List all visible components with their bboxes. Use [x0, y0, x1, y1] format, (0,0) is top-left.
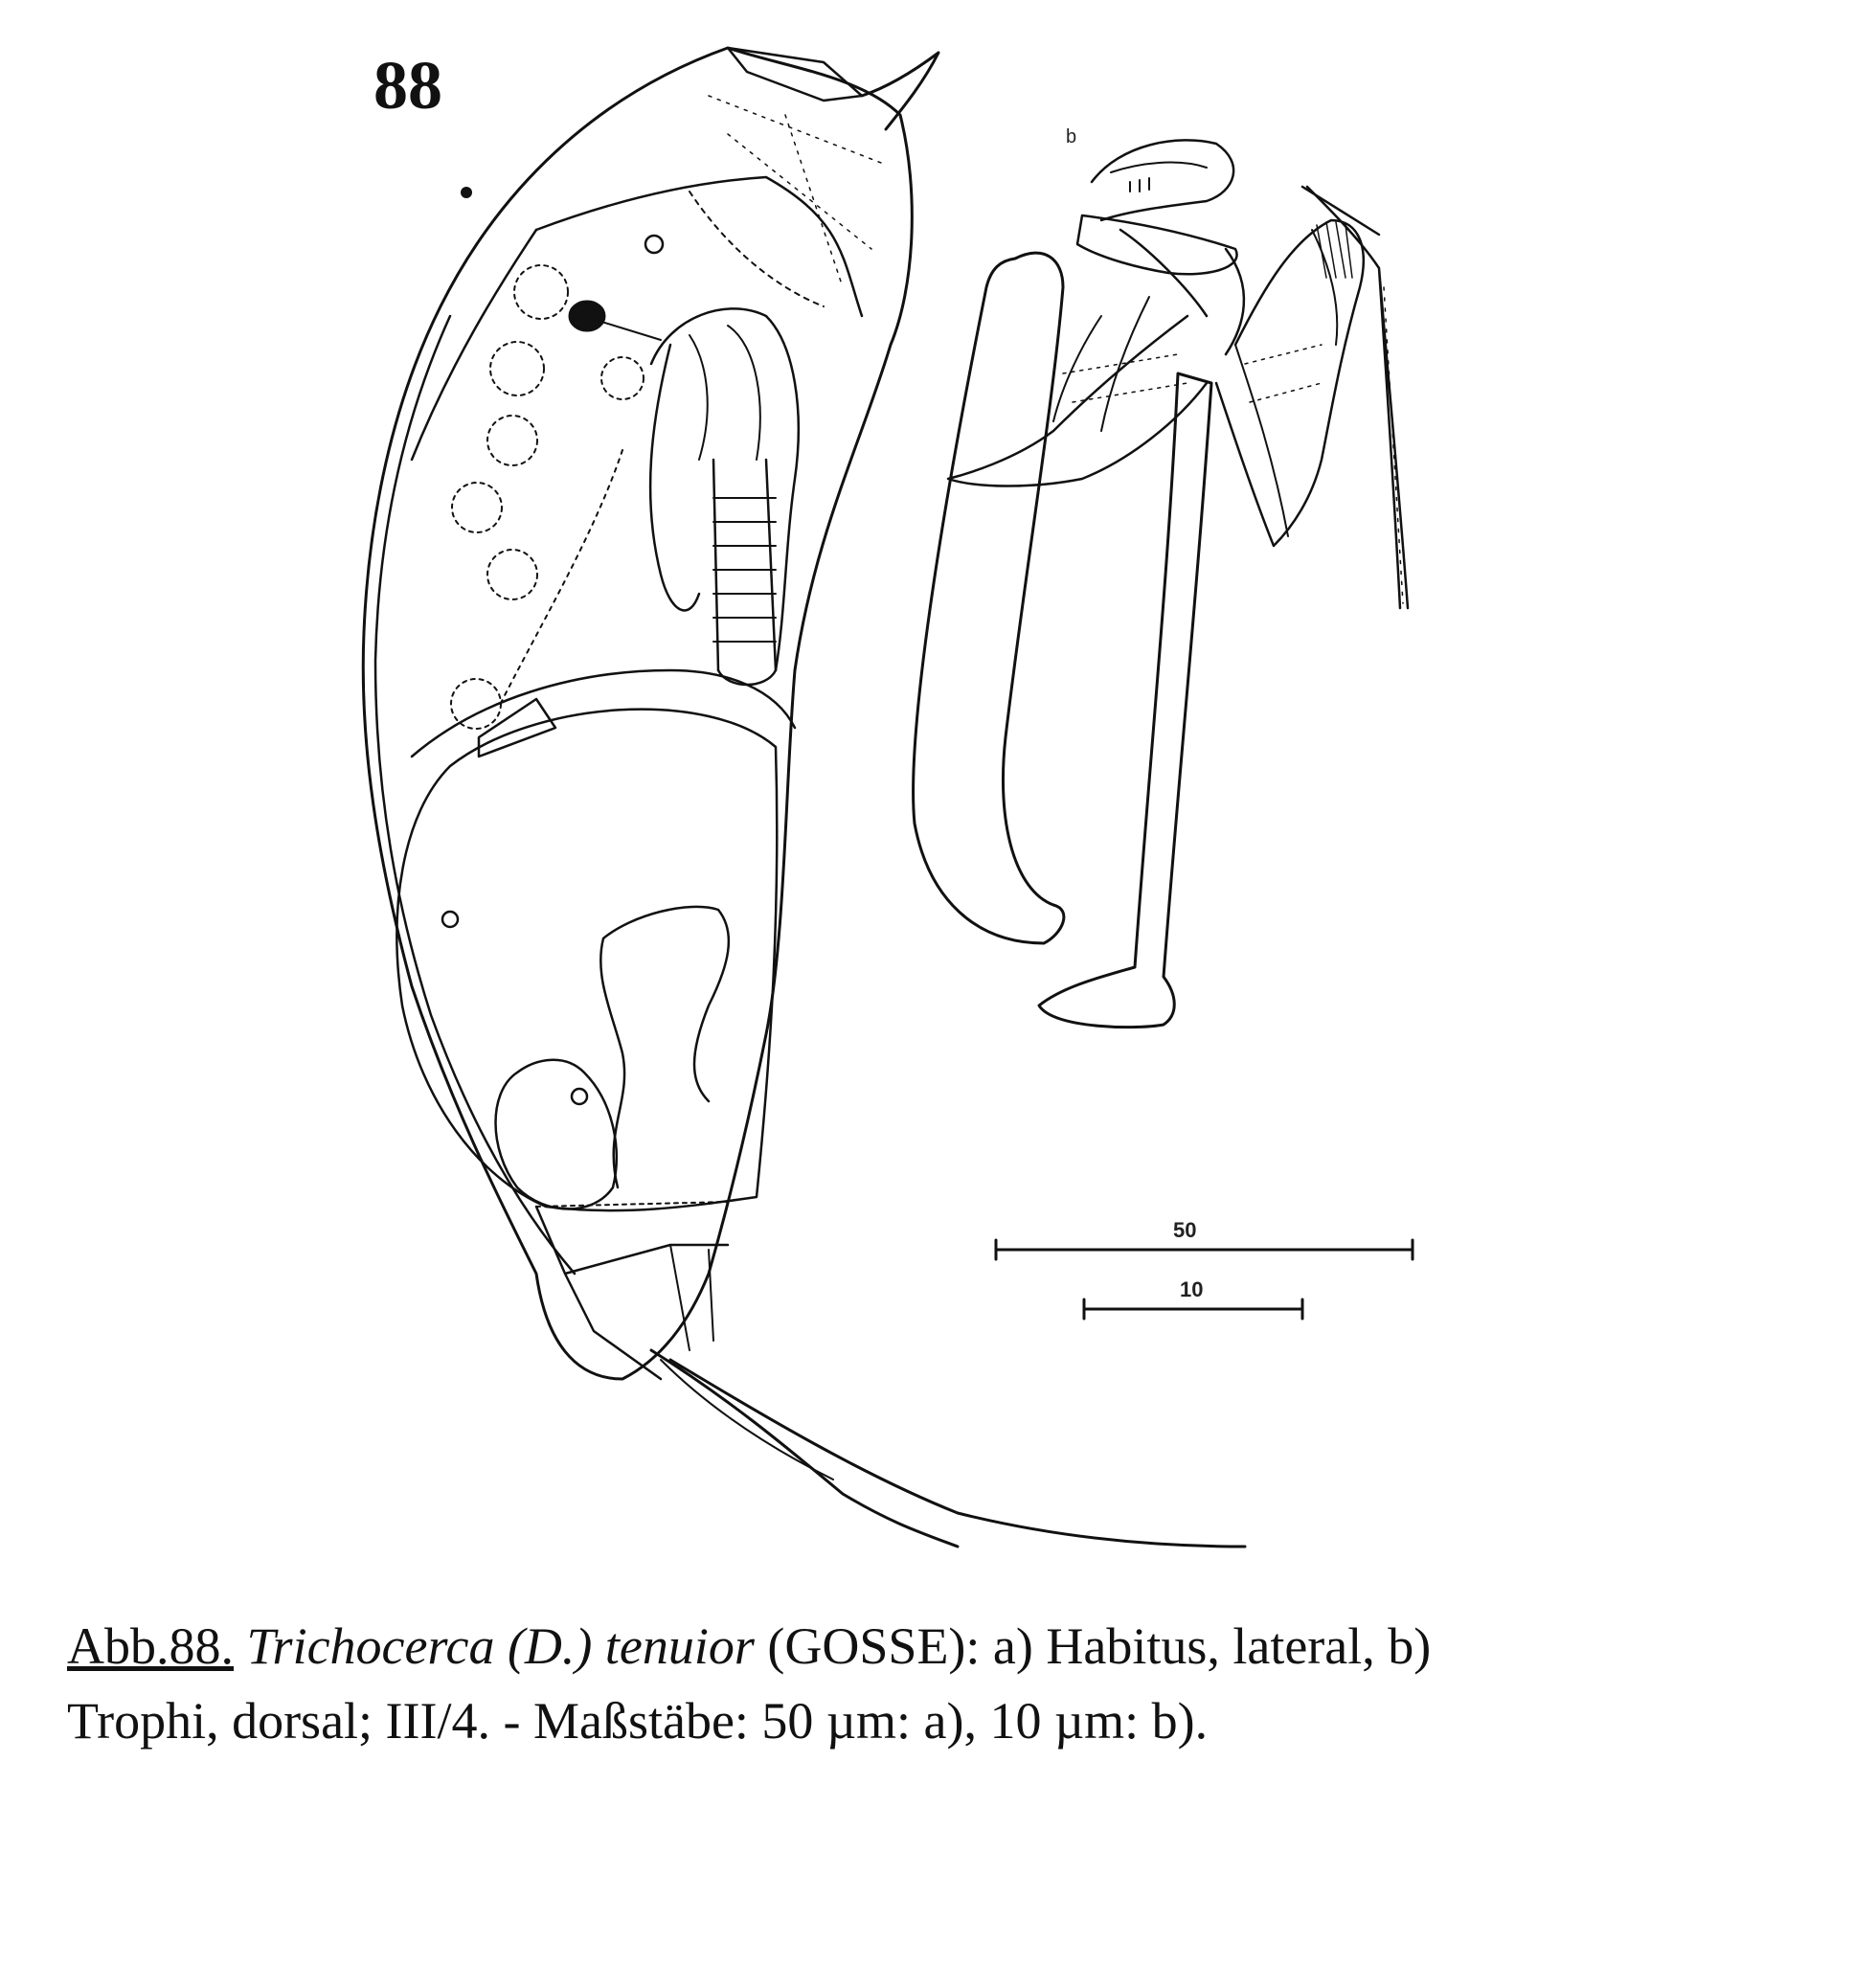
vitellarium-nuclei	[451, 265, 644, 729]
ovary	[496, 1060, 617, 1209]
eye-spot	[570, 302, 604, 330]
scale-label-50: 50	[1173, 1218, 1197, 1242]
trophi-dorsal	[914, 140, 1408, 1027]
figure-caption	[67, 1609, 1810, 1758]
left-manubrium	[914, 253, 1064, 943]
scale-label-10: 10	[1180, 1277, 1204, 1301]
scale-bar-10	[1084, 1299, 1302, 1319]
right-manubrium	[1307, 187, 1408, 608]
habitus-lateral	[363, 48, 1245, 1547]
figure-number: 88	[373, 47, 442, 124]
toe	[651, 1350, 1245, 1547]
scale-bar-50	[996, 1240, 1413, 1259]
caption-line-1-rest: (GOSSE): a) Habitus, lateral, b)	[754, 1617, 1432, 1675]
caption-abb: Abb.88.	[67, 1617, 234, 1675]
caption-species: Trichocerca (D.) tenuior	[246, 1617, 755, 1675]
panel-a-label	[460, 182, 472, 204]
caption-line-1	[67, 1609, 1810, 1683]
caption-line-2: Trophi, dorsal; III/4. - Maßstäbe: 50 µm: a), 10 µm: b).	[67, 1692, 1209, 1750]
stomach	[396, 710, 777, 1211]
scale-bars	[996, 1240, 1413, 1319]
fulcrum	[1039, 373, 1211, 1028]
panel-b-label: b	[1066, 126, 1077, 147]
body-outline	[363, 48, 912, 1379]
